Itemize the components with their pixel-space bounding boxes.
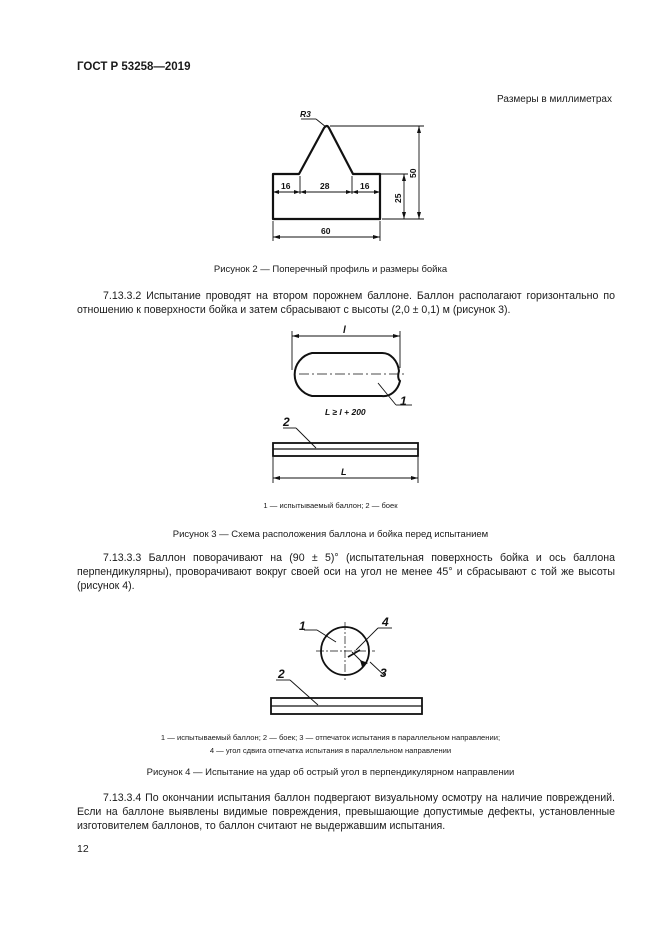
dimension-label-width: 60 xyxy=(321,226,331,236)
figure-4-caption: Рисунок 4 — Испытание на удар об острый угол в перпендикулярном направлении xyxy=(146,767,515,778)
label-2: 2 xyxy=(283,415,290,429)
label-1: 1 xyxy=(400,394,407,408)
label-L: L xyxy=(341,467,347,477)
dimension-label-middle: 28 xyxy=(320,181,330,191)
label-4: 4 xyxy=(382,615,389,629)
radius-label: R3 xyxy=(300,109,311,119)
dimension-label-left: 16 xyxy=(281,181,291,191)
label-1: 1 xyxy=(299,619,306,633)
label-2: 2 xyxy=(278,667,285,681)
paragraph-7-13-3-3: 7.13.3.3 Баллон поворачивают на (90 ± 5)° (испытательная поверхность бойка и ось баллона перпендикулярны), проворачивают вокруг своей оси на угол не менее 45° и сбрасывают с той же высоты (рисунок 4). xyxy=(77,552,615,592)
dimension-label-height-total: 50 xyxy=(408,168,418,178)
units-note: Размеры в миллиметрах xyxy=(497,94,612,105)
formula-label: L ≥ l + 200 xyxy=(325,407,366,417)
paragraph-7-13-3-2: 7.13.3.2 Испытание проводят на втором порожнем баллоне. Баллон располагают горизонтально по отношению к поверхности бойка и затем сбрасывают с высоты (2,0 ± 0,1) м (рисунок 3). xyxy=(77,290,615,316)
paragraph-7-13-3-4: 7.13.3.4 По окончании испытания баллон подвергают визуальному осмотру на наличие повреждений. Если на баллоне выявлены видимые повреждения, превышающие допустимые дефекты, установленные изготовителем баллонов, то баллон считают не выдержавшим испытания. xyxy=(77,792,615,832)
page-number: 12 xyxy=(77,843,89,855)
dimension-label-right: 16 xyxy=(360,181,370,191)
figure-3-legend: 1 — испытываемый баллон; 2 — боек xyxy=(263,501,398,510)
figure-2-caption: Рисунок 2 — Поперечный профиль и размеры бойка xyxy=(213,264,448,275)
figure-3-caption: Рисунок 3 — Схема расположения баллона и бойка перед испытанием xyxy=(172,529,489,540)
figure-4-legend-line-1: 1 — испытываемый баллон; 2 — боек; 3 — отпечаток испытания в параллельном направлении; xyxy=(160,733,501,742)
standard-header: ГОСТ Р 53258—2019 xyxy=(77,61,191,73)
figure-4-legend-line-2: 4 — угол сдвига отпечатка испытания в параллельном направлении xyxy=(209,746,452,755)
label-3: 3 xyxy=(380,666,387,680)
label-l: l xyxy=(343,325,346,336)
figure-4-legend xyxy=(0,731,661,757)
dimension-label-height-base: 25 xyxy=(393,193,403,203)
